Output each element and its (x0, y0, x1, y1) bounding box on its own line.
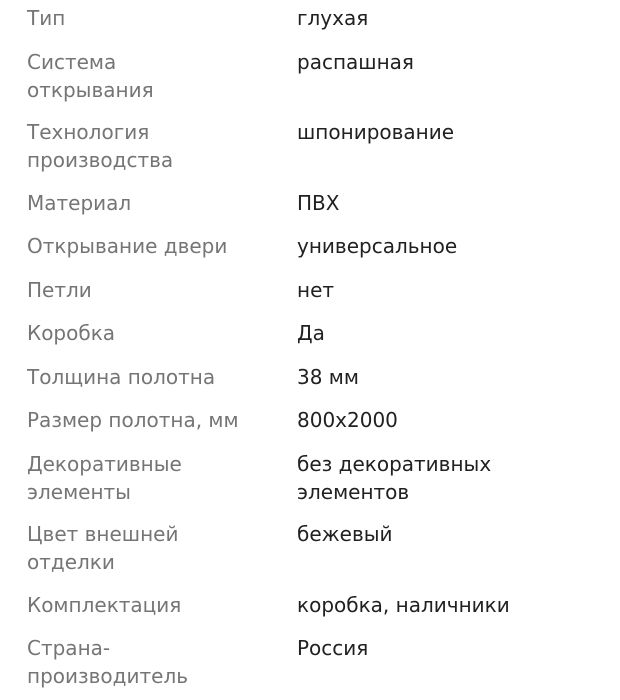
spec-value: распашная (297, 50, 414, 74)
spec-value: шпонирование (297, 120, 455, 144)
spec-label: Цвет внешней отделки (27, 522, 179, 574)
spec-value: универсальное (297, 234, 458, 258)
spec-value: коробка, наличники (297, 593, 510, 617)
spec-label: Система открывания (27, 50, 154, 102)
spec-value: 800x2000 (297, 408, 398, 432)
spec-value: нет (297, 278, 335, 302)
spec-label: Декоративные элементы (27, 452, 182, 504)
spec-label: Толщина полотна (27, 365, 216, 389)
spec-label: Технология производства (27, 120, 174, 172)
spec-value: глухая (297, 6, 369, 30)
spec-value: Россия (297, 636, 369, 660)
spec-value: ПВХ (297, 191, 340, 215)
spec-value: без декоративных элементов (297, 452, 492, 504)
spec-label: Открывание двери (27, 234, 228, 258)
spec-value: Да (297, 321, 325, 345)
spec-label: Коробка (27, 321, 116, 345)
spec-label: Тип (27, 6, 66, 30)
spec-value: бежевый (297, 522, 393, 546)
spec-label: Страна- производитель (27, 636, 189, 688)
spec-label: Петли (27, 278, 92, 302)
spec-value: 38 мм (297, 365, 359, 389)
spec-label: Размер полотна, мм (27, 408, 239, 432)
spec-label: Материал (27, 191, 132, 215)
spec-label: Комплектация (27, 593, 182, 617)
